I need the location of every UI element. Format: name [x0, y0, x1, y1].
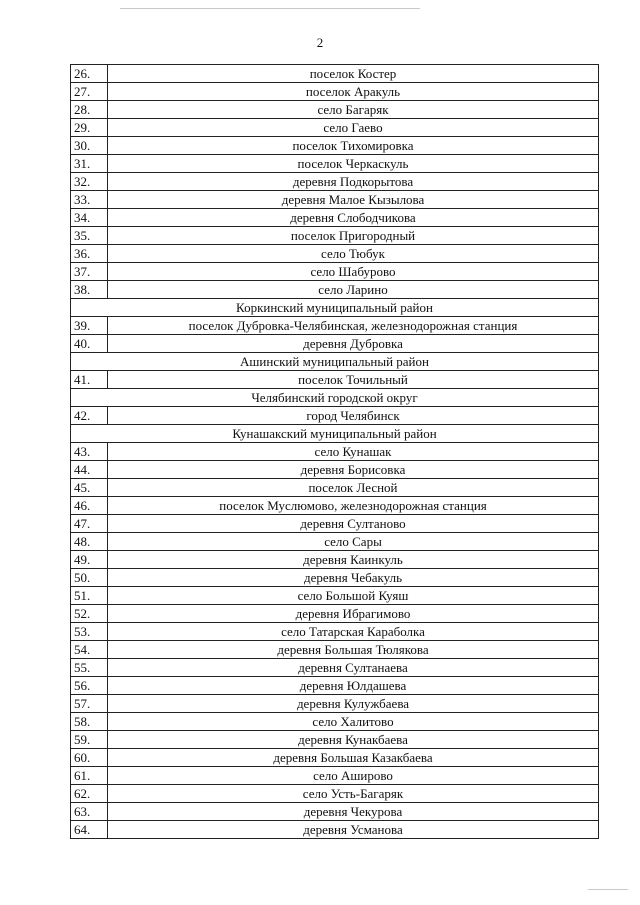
- row-number: 55.: [71, 659, 108, 677]
- settlement-name: село Усть-Багаряк: [108, 785, 599, 803]
- section-header-row: [71, 389, 599, 407]
- settlements-table: [70, 64, 599, 839]
- row-number: 50.: [71, 569, 108, 587]
- row-number: 57.: [71, 695, 108, 713]
- row-number: 33.: [71, 191, 108, 209]
- settlement-name: поселок Пригородный: [108, 227, 599, 245]
- settlement-name: поселок Аракуль: [108, 83, 599, 101]
- table-row: [71, 677, 599, 695]
- row-number: 34.: [71, 209, 108, 227]
- row-number: 36.: [71, 245, 108, 263]
- table-row: [71, 587, 599, 605]
- settlement-name: деревня Кулужбаева: [108, 695, 599, 713]
- settlement-name: деревня Малое Кызылова: [108, 191, 599, 209]
- row-number: 53.: [71, 623, 108, 641]
- settlement-name: поселок Тихомировка: [108, 137, 599, 155]
- row-number: 47.: [71, 515, 108, 533]
- row-number: 26.: [71, 65, 108, 83]
- page-number: 2: [316, 35, 324, 50]
- table-row: [71, 695, 599, 713]
- row-number: 37.: [71, 263, 108, 281]
- table-row: [71, 335, 599, 353]
- table-row: [71, 209, 599, 227]
- row-number: 44.: [71, 461, 108, 479]
- row-number: 29.: [71, 119, 108, 137]
- table-row: [71, 623, 599, 641]
- settlement-name: деревня Кунакбаева: [108, 731, 599, 749]
- row-number: 64.: [71, 821, 108, 839]
- row-number: 52.: [71, 605, 108, 623]
- table-row: [71, 281, 599, 299]
- table-row: [71, 551, 599, 569]
- table-row: [71, 497, 599, 515]
- table-row: [71, 767, 599, 785]
- table-row: [71, 371, 599, 389]
- section-title: Челябинский городской округ: [71, 389, 599, 407]
- settlement-name: село Шабурово: [108, 263, 599, 281]
- row-number: 46.: [71, 497, 108, 515]
- row-number: 48.: [71, 533, 108, 551]
- table-row: [71, 263, 599, 281]
- row-number: 60.: [71, 749, 108, 767]
- settlement-name: деревня Чекурова: [108, 803, 599, 821]
- table-row: [71, 713, 599, 731]
- settlement-name: поселок Костер: [108, 65, 599, 83]
- table-row: [71, 821, 599, 839]
- settlement-name: деревня Дубровка: [108, 335, 599, 353]
- row-number: 30.: [71, 137, 108, 155]
- settlement-name: поселок Черкаскуль: [108, 155, 599, 173]
- row-number: 39.: [71, 317, 108, 335]
- table-row: [71, 785, 599, 803]
- row-number: 51.: [71, 587, 108, 605]
- settlement-name: поселок Дубровка-Челябинская, железнодорожная станция: [108, 317, 599, 335]
- table-row: [71, 461, 599, 479]
- settlement-name: деревня Чебакуль: [108, 569, 599, 587]
- settlements-table-body: [71, 65, 599, 839]
- table-row: [71, 479, 599, 497]
- settlement-name: село Ларино: [108, 281, 599, 299]
- settlement-name: деревня Каинкуль: [108, 551, 599, 569]
- settlement-name: село Багаряк: [108, 101, 599, 119]
- settlement-name: деревня Слободчикова: [108, 209, 599, 227]
- table-row: [71, 155, 599, 173]
- settlement-name: село Большой Куяш: [108, 587, 599, 605]
- settlement-name: село Татарская Караболка: [108, 623, 599, 641]
- table-row: [71, 443, 599, 461]
- table-row: [71, 119, 599, 137]
- table-row: [71, 731, 599, 749]
- table-row: [71, 659, 599, 677]
- row-number: 61.: [71, 767, 108, 785]
- table-row: [71, 245, 599, 263]
- row-number: 35.: [71, 227, 108, 245]
- row-number: 42.: [71, 407, 108, 425]
- scan-artifact-bottom: [588, 889, 628, 890]
- settlement-name: поселок Муслюмово, железнодорожная станция: [108, 497, 599, 515]
- settlement-name: деревня Усманова: [108, 821, 599, 839]
- table-row: [71, 605, 599, 623]
- settlement-name: деревня Большая Тюлякова: [108, 641, 599, 659]
- settlement-name: деревня Юлдашева: [108, 677, 599, 695]
- section-title: Коркинский муниципальный район: [71, 299, 599, 317]
- settlement-name: деревня Подкорытова: [108, 173, 599, 191]
- row-number: 54.: [71, 641, 108, 659]
- settlement-name: деревня Борисовка: [108, 461, 599, 479]
- settlement-name: село Гаево: [108, 119, 599, 137]
- settlement-name: поселок Точильный: [108, 371, 599, 389]
- settlement-name: село Аширово: [108, 767, 599, 785]
- table-row: [71, 515, 599, 533]
- section-title: Ашинский муниципальный район: [71, 353, 599, 371]
- row-number: 38.: [71, 281, 108, 299]
- table-row: [71, 173, 599, 191]
- table-row: [71, 227, 599, 245]
- row-number: 28.: [71, 101, 108, 119]
- row-number: 62.: [71, 785, 108, 803]
- row-number: 40.: [71, 335, 108, 353]
- row-number: 49.: [71, 551, 108, 569]
- settlement-name: село Кунашак: [108, 443, 599, 461]
- row-number: 41.: [71, 371, 108, 389]
- settlement-name: деревня Султанаева: [108, 659, 599, 677]
- table-row: [71, 317, 599, 335]
- row-number: 45.: [71, 479, 108, 497]
- settlement-name: село Сары: [108, 533, 599, 551]
- table-row: [71, 101, 599, 119]
- row-number: 56.: [71, 677, 108, 695]
- table-row: [71, 641, 599, 659]
- table-row: [71, 749, 599, 767]
- settlement-name: село Халитово: [108, 713, 599, 731]
- row-number: 58.: [71, 713, 108, 731]
- settlement-name: город Челябинск: [108, 407, 599, 425]
- section-header-row: [71, 425, 599, 443]
- table-row: [71, 191, 599, 209]
- row-number: 31.: [71, 155, 108, 173]
- table-row: [71, 65, 599, 83]
- row-number: 32.: [71, 173, 108, 191]
- row-number: 27.: [71, 83, 108, 101]
- settlement-name: деревня Ибрагимово: [108, 605, 599, 623]
- row-number: 43.: [71, 443, 108, 461]
- section-header-row: [71, 353, 599, 371]
- table-row: [71, 407, 599, 425]
- section-title: Кунашакский муниципальный район: [71, 425, 599, 443]
- table-row: [71, 137, 599, 155]
- section-header-row: [71, 299, 599, 317]
- settlement-name: деревня Султаново: [108, 515, 599, 533]
- row-number: 63.: [71, 803, 108, 821]
- settlement-name: село Тюбук: [108, 245, 599, 263]
- settlement-name: деревня Большая Казакбаева: [108, 749, 599, 767]
- scan-artifact-top: [120, 8, 420, 9]
- table-row: [71, 83, 599, 101]
- table-row: [71, 533, 599, 551]
- table-row: [71, 569, 599, 587]
- table-row: [71, 803, 599, 821]
- row-number: 59.: [71, 731, 108, 749]
- settlement-name: поселок Лесной: [108, 479, 599, 497]
